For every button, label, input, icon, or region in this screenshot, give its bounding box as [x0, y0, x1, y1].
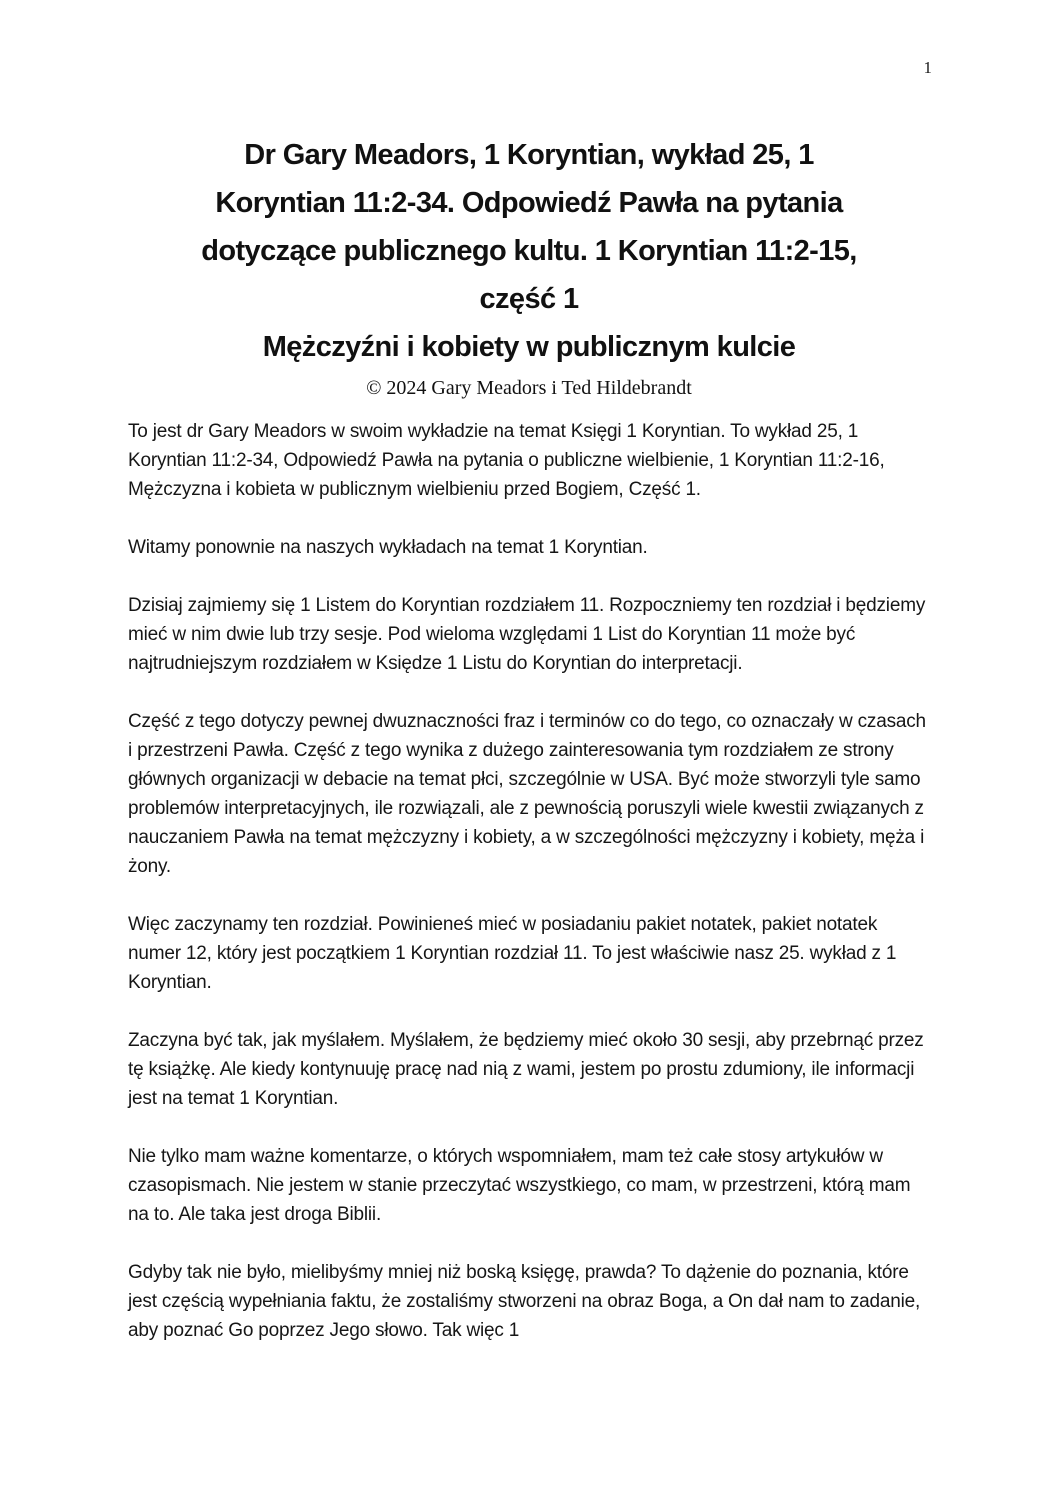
paragraph: Gdyby tak nie było, mielibyśmy mniej niż boską księgę, prawda? To dążenie do poznania, które jest częścią wypełniania faktu, że zostaliśmy stworzeni na obraz Boga, a On dał nam to zadanie, aby poznać Go poprzez Jego słowo. Tak więc 1 — [128, 1262, 921, 1341]
document-title — [90, 131, 968, 371]
paragraph: Nie tylko mam ważne komentarze, o których wspomniałem, mam też całe stosy artykułów w czasopismach. Nie jestem w stanie przeczytać wszystkiego, co mam, w przestrzeni, którą mam na to. Ale taka jest droga Biblii. — [128, 1146, 911, 1225]
title-line: Mężczyźni i kobiety w publicznym kulcie — [262, 331, 796, 363]
title-line: część 1 — [479, 283, 579, 315]
document-body — [128, 417, 935, 1345]
page-number: 1 — [923, 58, 932, 77]
paragraph: Część z tego dotyczy pewnej dwuznaczności fraz i terminów co do tego, co oznaczały w czasach i przestrzeni Pawła. Część z tego wynika z dużego zainteresowania tym rozdziałem ze strony głównych organizacji w debacie na temat płci, szczególnie w USA. Być może stworzyli tyle samo problemów interpretacyjnych, ile rozwiązali, ale z pewnością poruszyli wiele kwestii związanych z nauczaniem Pawła na temat mężczyzny i kobiety, a w szczególności mężczyzny i kobiety, męża i żony. — [128, 711, 926, 877]
title-line: Koryntian 11:2-34. Odpowiedź Pawła na pytania — [215, 187, 843, 219]
paragraph: Zaczyna być tak, jak myślałem. Myślałem, że będziemy mieć około 30 sesji, aby przebrnąć przez tę książkę. Ale kiedy kontynuuję pracę nad nią z wami, jestem po prostu zdumiony, ile informacji jest na temat 1 Koryntian. — [128, 1030, 924, 1109]
paragraph: Dzisiaj zajmiemy się 1 Listem do Koryntian rozdziałem 11. Rozpoczniemy ten rozdział i będziemy mieć w nim dwie lub trzy sesje. Pod wieloma względami 1 List do Koryntian 11 może być najtrudniejszym rozdziałem w Księdze 1 Listu do Koryntian do interpretacji. — [128, 595, 926, 674]
title-line: Dr Gary Meadors, 1 Koryntian, wykład 25, 1 — [244, 139, 814, 171]
title-line: dotyczące publicznego kultu. 1 Koryntian 11:2-15, — [201, 235, 857, 267]
copyright-line: © 2024 Gary Meadors i Ted Hildebrandt — [366, 377, 692, 399]
paragraph: To jest dr Gary Meadors w swoim wykładzie na temat Księgi 1 Koryntian. To wykład 25, 1 Koryntian 11:2-34, Odpowiedź Pawła na pytania o publiczne wielbienie, 1 Koryntian 11:2-16, Mężczyzna i kobieta w publicznym wielbieniu przed Bogiem, Część 1. — [128, 421, 885, 500]
paragraph: Witamy ponownie na naszych wykładach na temat 1 Koryntian. — [128, 537, 648, 558]
paragraph: Więc zaczynamy ten rozdział. Powinieneś mieć w posiadaniu pakiet notatek, pakiet notatek numer 12, który jest początkiem 1 Koryntian rozdział 11. To jest właściwie nasz 25. wykład z 1 Koryntian. — [128, 914, 897, 993]
